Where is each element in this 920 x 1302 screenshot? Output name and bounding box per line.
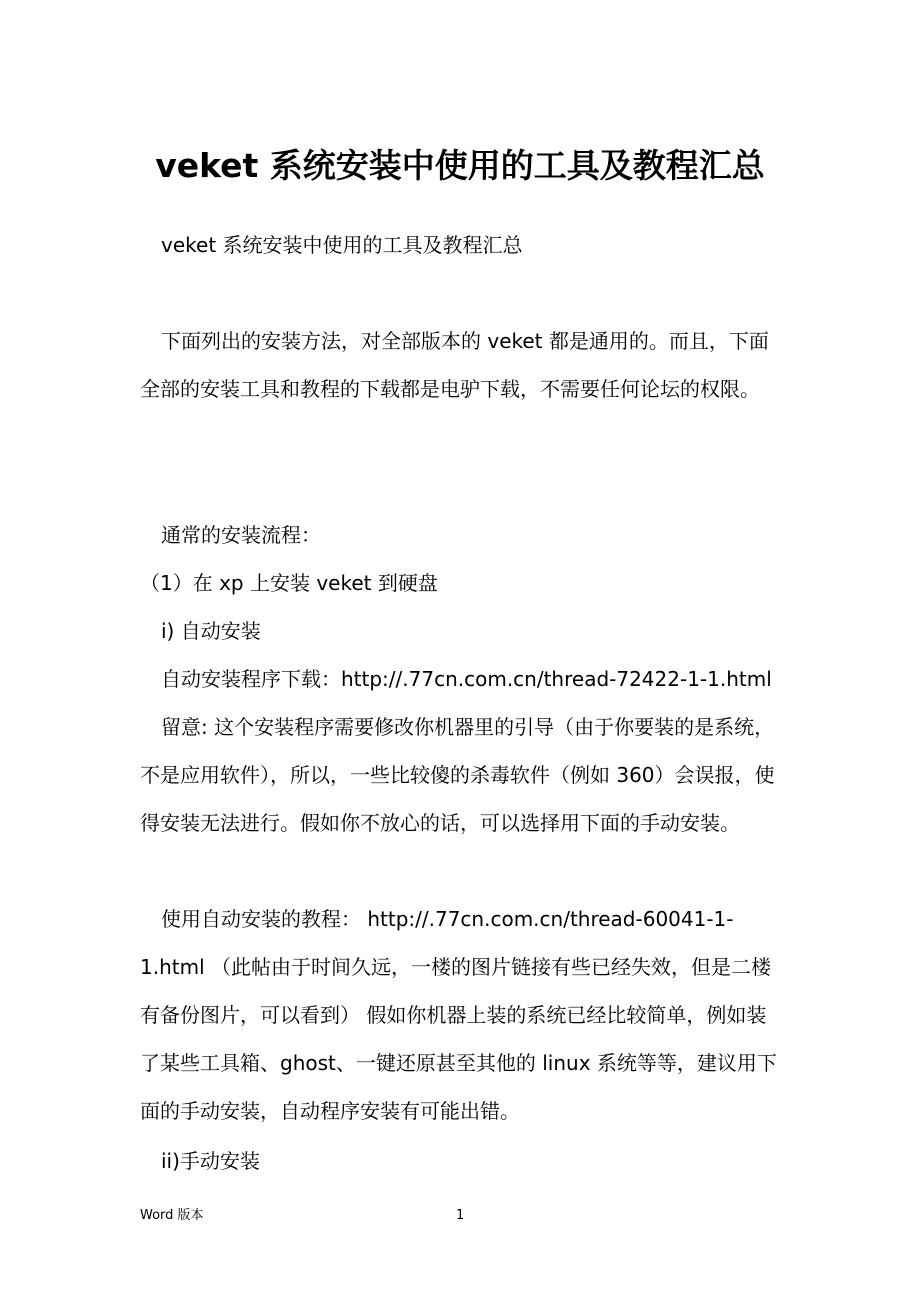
tutorial-paragraph: 使用自动安装的教程： http://.77cn.com.cn/thread-60041-1-1.html （此帖由于时间久远，一楼的图片链接有些已经失效，但是二楼有备份图片，可以看到） 假如你机器上装的系统已经比较简单，例如装了某些工具箱、ghost、一键还原甚至其他的 linux 系统等等，建议用下面的手动安装，自动程序安装有可能出错。 [140, 907, 777, 1123]
footer-version-label: Word 版本 [140, 1208, 204, 1223]
sub-heading-manual-install: ii)手动安装 [161, 1149, 260, 1173]
step-1-heading: （1）在 xp 上安装 veket 到硬盘 [140, 571, 438, 595]
note-paragraph: 留意: 这个安装程序需要修改你机器里的引导（由于你要装的是系统，不是应用软件），所以，一些比较傻的杀毒软件（例如 360）会误报，使得安装无法进行。假如你不放心的话，可以选择用下面的手动安装。 [140, 715, 775, 835]
document-title: veket 系统安装中使用的工具及教程汇总 [155, 146, 765, 185]
intro-paragraph: 下面列出的安装方法，对全部版本的 veket 都是通用的。而且，下面全部的安装工具和教程的下载都是电驴下载，不需要任何论坛的权限。 [140, 329, 769, 401]
process-heading: 通常的安装流程： [161, 523, 321, 547]
document-subtitle: veket 系统安装中使用的工具及教程汇总 [161, 233, 523, 257]
footer-page-number: 1 [456, 1208, 465, 1223]
auto-install-download-line: 自动安装程序下载：http://.77cn.com.cn/thread-72422-1-1.html [161, 667, 772, 691]
sub-heading-auto-install: i) 自动安装 [161, 619, 261, 643]
